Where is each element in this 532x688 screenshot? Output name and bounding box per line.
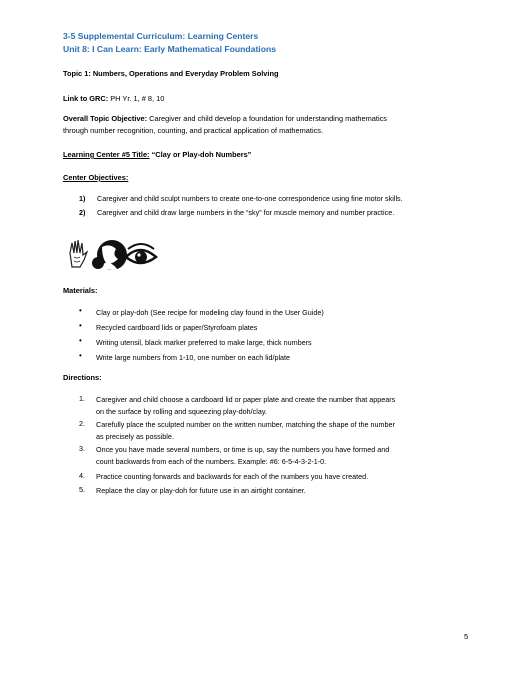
direction-number: 2. bbox=[79, 419, 85, 428]
center-title-line bbox=[63, 149, 251, 161]
direction-line: Carefully place the sculpted number on the written number, matching the shape of the number bbox=[96, 420, 395, 429]
direction-line: on the surface by rolling and squeezing play-doh/clay. bbox=[96, 407, 267, 416]
materials-heading: Materials: bbox=[63, 286, 98, 295]
direction-number: 3. bbox=[79, 444, 85, 453]
direction-line: Caregiver and child choose a cardboard lid or paper plate and create the number that appears bbox=[96, 395, 396, 404]
unit-header: Unit 8: I Can Learn: Early Mathematical Foundations bbox=[63, 44, 276, 54]
grc-link-line bbox=[63, 93, 164, 105]
topic-title: Topic 1: Numbers, Operations and Everyday Problem Solving bbox=[63, 69, 279, 78]
direction-line: Once you have made several numbers, or time is up, say the numbers you have formed and bbox=[96, 445, 390, 454]
curriculum-header: 3-5 Supplemental Curriculum: Learning Centers bbox=[63, 31, 259, 41]
learning-style-icons bbox=[66, 233, 166, 275]
grc-link-label: Link to GRC: bbox=[63, 94, 109, 103]
direction-line: Practice counting forwards and backwards for each of the numbers you have created. bbox=[96, 472, 369, 481]
page-number: 5 bbox=[464, 632, 469, 641]
direction-number: 1. bbox=[79, 394, 85, 403]
eye-icon bbox=[126, 244, 156, 263]
material-item: Write large numbers from 1-10, one number on each lid/plate bbox=[96, 353, 291, 362]
direction-line: as precisely as possible. bbox=[96, 432, 174, 441]
objective-line-2: through number recognition, counting, and practical application of mathematics. bbox=[63, 126, 324, 135]
directions-heading: Directions: bbox=[63, 373, 102, 382]
bullet-icon: • bbox=[79, 306, 82, 315]
objective-text-1: Caregiver and child develop a foundation for understanding mathematics bbox=[147, 114, 387, 123]
objective-label: Overall Topic Objective: bbox=[63, 114, 148, 123]
head-globe-icon bbox=[92, 240, 127, 271]
objective-text: Caregiver and child draw large numbers in the “sky” for muscle memory and number practice. bbox=[97, 208, 395, 217]
hand-icon bbox=[70, 240, 87, 267]
direction-line: Replace the clay or play-doh for future use in an airtight container. bbox=[96, 486, 306, 495]
objective-line-1 bbox=[63, 113, 387, 125]
bullet-icon: • bbox=[79, 336, 82, 345]
material-item: Recycled cardboard lids or paper/Styrofoam plates bbox=[96, 323, 258, 332]
center-objectives-heading: Center Objectives: bbox=[63, 173, 129, 182]
center-title-label: Learning Center #5 Title: bbox=[63, 150, 150, 159]
objective-number: 2) bbox=[79, 208, 86, 217]
center-title-value: “Clay or Play-doh Numbers” bbox=[149, 150, 252, 159]
material-item: Clay or play-doh (See recipe for modeling clay found in the User Guide) bbox=[96, 308, 324, 317]
bullet-icon: • bbox=[79, 321, 82, 330]
direction-number: 4. bbox=[79, 471, 85, 480]
grc-link-value: PH Yr. 1, # 8, 10 bbox=[108, 94, 165, 103]
bullet-icon: • bbox=[79, 351, 82, 360]
direction-number: 5. bbox=[79, 485, 85, 494]
center-objective-item bbox=[79, 207, 394, 219]
material-item: Writing utensil, black marker preferred to make large, thick numbers bbox=[96, 338, 312, 347]
objective-number: 1) bbox=[79, 194, 86, 203]
direction-line: count backwards from each of the numbers. Example: #6: 6-5-4-3-2-1-0. bbox=[96, 457, 327, 466]
center-objective-item bbox=[79, 193, 403, 205]
objective-text: Caregiver and child sculpt numbers to create one-to-one correspondence using fine motor skills. bbox=[97, 194, 403, 203]
